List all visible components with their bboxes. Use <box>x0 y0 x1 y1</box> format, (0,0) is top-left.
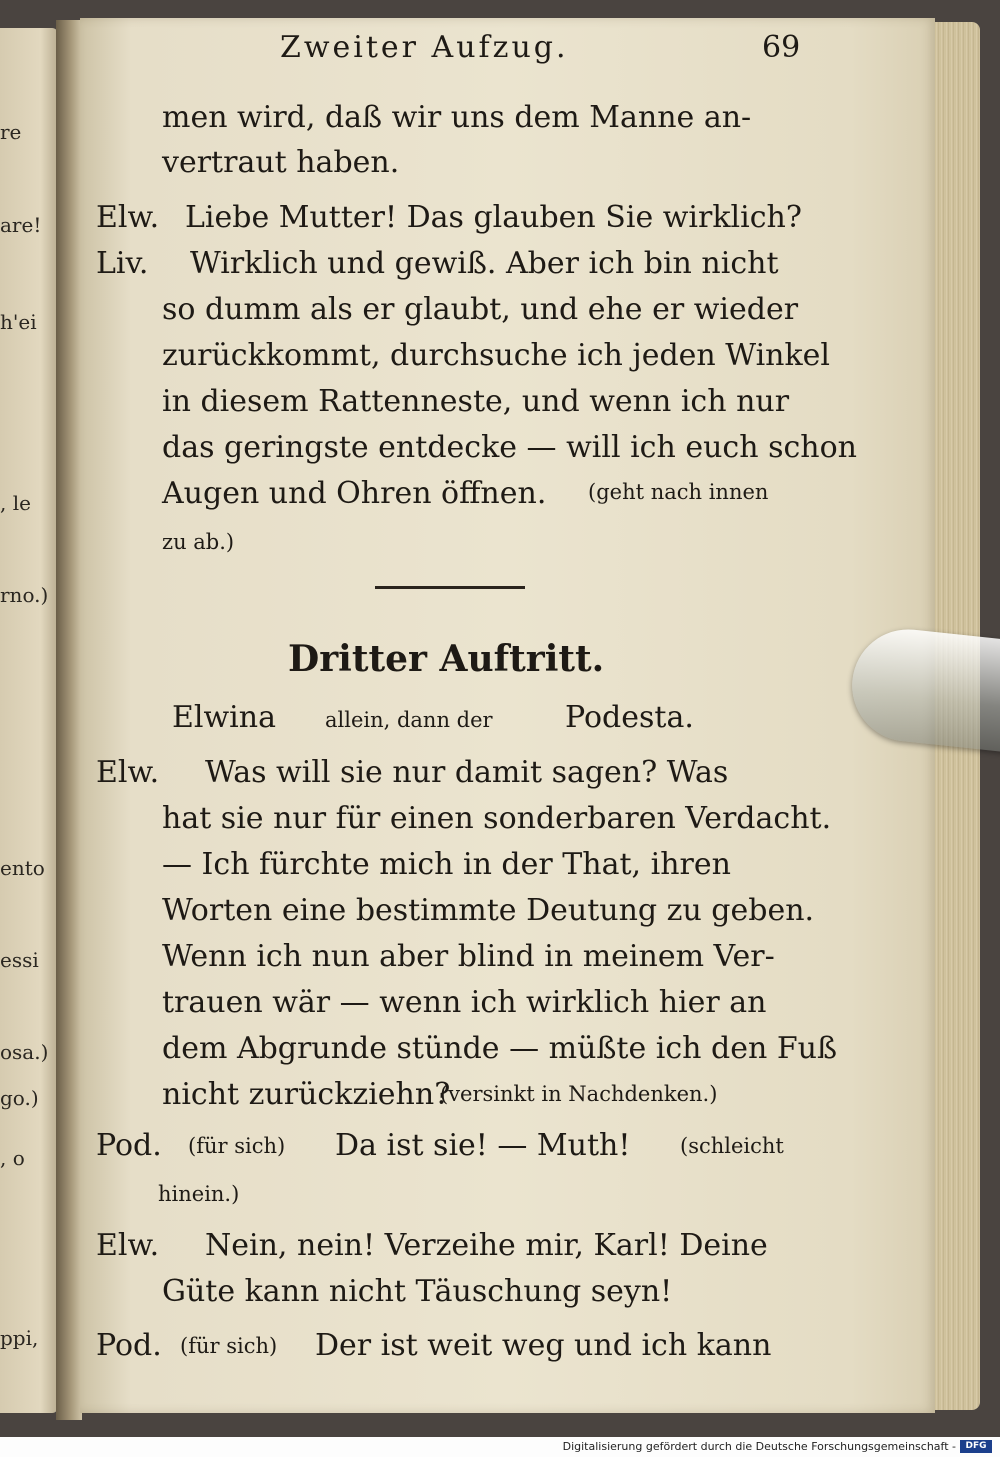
footer-bar <box>0 1437 1000 1457</box>
speaker-label: Pod. <box>96 1128 162 1163</box>
text-line: zurückkommt, durchsuche ich jeden Winkel <box>162 338 831 373</box>
stage-direction: hinein.) <box>158 1182 240 1206</box>
margin-fragment: essi <box>0 948 39 972</box>
text-line: — Ich fürchte mich in der That, ihren <box>162 847 731 882</box>
text-line: Güte kann nicht Täuschung seyn! <box>162 1274 673 1309</box>
stage-direction: (schleicht <box>680 1134 784 1158</box>
text-line: so dumm als er glaubt, und ehe er wieder <box>162 292 799 327</box>
facing-page-edge <box>0 28 58 1413</box>
footer-credit: Digitalisierung gefördert durch die Deutsche Forschungsgemeinschaft - <box>562 1440 956 1453</box>
text-line: vertraut haben. <box>162 145 400 180</box>
margin-fragment: re <box>0 120 22 144</box>
margin-fragment: rno.) <box>0 583 49 607</box>
dialogue-line: Liebe Mutter! Das glauben Sie wirklich? <box>185 200 802 235</box>
text-line: Wenn ich nun aber blind in meinem Ver- <box>162 939 775 974</box>
book-gutter <box>56 20 82 1420</box>
margin-fragment: ento <box>0 856 45 880</box>
stage-direction: (versinkt in Nachdenken.) <box>440 1082 718 1106</box>
stage-direction: (für sich) <box>188 1134 286 1158</box>
stage-direction: zu ab.) <box>162 530 235 554</box>
speaker-label: Liv. <box>96 246 149 281</box>
text-line: trauen wär — wenn ich wirklich hier an <box>162 985 767 1020</box>
text-line: men wird, daß wir uns dem Manne an- <box>162 100 752 135</box>
margin-fragment: are! <box>0 213 42 237</box>
margin-fragment: , le <box>0 491 31 515</box>
dialogue-line: Wirklich und gewiß. Aber ich bin nicht <box>190 246 779 281</box>
dialogue-line: Der ist weit weg und ich kann <box>315 1328 772 1363</box>
stage-direction: (geht nach innen <box>588 480 769 504</box>
text-line: hat sie nur für einen sonderbaren Verdacht. <box>162 801 832 836</box>
margin-fragment: h'ei <box>0 310 37 334</box>
speaker-label: Elw. <box>96 1228 160 1263</box>
dialogue-line: Was will sie nur damit sagen? Was <box>205 755 729 790</box>
margin-fragment: osa.) <box>0 1040 49 1064</box>
margin-fragment: go.) <box>0 1086 39 1110</box>
speaker-label: Elw. <box>96 755 160 790</box>
scene-heading: Dritter Auftritt. <box>288 638 605 680</box>
dialogue-line: Da ist sie! — Muth! <box>335 1128 631 1163</box>
text-line: nicht zurückziehn? <box>162 1077 451 1112</box>
margin-fragment: ppi, <box>0 1326 39 1350</box>
dialogue-line: Nein, nein! Verzeihe mir, Karl! Deine <box>205 1228 768 1263</box>
cast-name: Elwina <box>172 700 276 735</box>
margin-fragment: , o <box>0 1146 25 1170</box>
speaker-label: Elw. <box>96 200 160 235</box>
text-line: Augen und Ohren öffnen. <box>162 476 547 511</box>
stage-direction: (für sich) <box>180 1334 278 1358</box>
cast-name: Podesta. <box>565 700 694 735</box>
text-line: das geringste entdecke — will ich euch schon <box>162 430 857 465</box>
text-line: Worten eine bestimmte Deutung zu geben. <box>162 893 815 928</box>
cast-note: allein, dann der <box>325 708 493 732</box>
scene-divider <box>375 586 525 589</box>
dfg-logo: DFG <box>960 1440 992 1453</box>
text-line: in diesem Rattenneste, und wenn ich nur <box>162 384 790 419</box>
running-head: Zweiter Aufzug. <box>280 30 569 65</box>
text-line: dem Abgrunde stünde — müßte ich den Fuß <box>162 1031 838 1066</box>
speaker-label: Pod. <box>96 1328 162 1363</box>
page-number: 69 <box>762 30 801 65</box>
